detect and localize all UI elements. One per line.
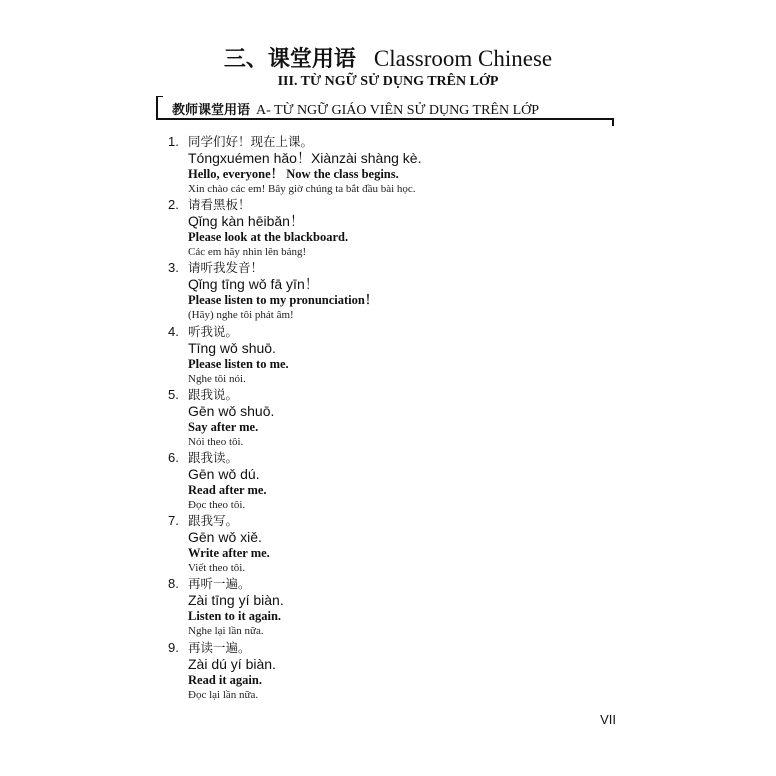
- list-item: [168, 134, 608, 197]
- item-pinyin: Qǐng tīng wǒ fā yīn！: [188, 276, 319, 293]
- list-item: [168, 576, 608, 639]
- item-number: 6.: [168, 449, 179, 465]
- list-item: [168, 260, 608, 323]
- section-label: [172, 99, 539, 119]
- list-item: [168, 640, 608, 703]
- phrase-list: [168, 134, 608, 703]
- section-right-tick: [612, 118, 614, 126]
- item-english: Please look at the blackboard.: [188, 230, 349, 245]
- page-subtitle: III. TỪ NGỮ SỬ DỤNG TRÊN LỚP: [277, 74, 499, 89]
- item-pinyin: Gēn wǒ dú.: [188, 465, 260, 482]
- item-number: 1.: [168, 134, 179, 149]
- item-english: Say after me.: [188, 419, 259, 434]
- list-item: [168, 450, 608, 513]
- list-item: [168, 513, 608, 576]
- section-label-chinese: 教师课堂用语: [172, 103, 251, 118]
- item-chinese: 跟我读。: [188, 449, 239, 465]
- item-number: 8.: [168, 576, 179, 592]
- item-vietnamese: Đọc theo tôi.: [188, 498, 246, 511]
- item-english: Write after me.: [188, 546, 270, 561]
- title-chinese: 三、课堂用语: [223, 47, 356, 72]
- item-vietnamese: Xin chào các em! Bây giờ chúng ta bắt đầu bài học.: [188, 183, 416, 195]
- item-pinyin: Zài dú yí biàn.: [188, 655, 276, 672]
- item-pinyin: Tīng wǒ shuō.: [188, 339, 276, 356]
- item-english: Read it again.: [188, 672, 262, 687]
- item-pinyin: Qǐng kàn hēibǎn！: [188, 213, 304, 230]
- list-item: [168, 387, 608, 450]
- item-english: Listen to it again.: [188, 609, 282, 624]
- item-number: 4.: [168, 323, 179, 339]
- item-chinese: 同学们好！现在上课。: [188, 134, 314, 149]
- list-item: [168, 324, 608, 387]
- title-english: Classroom Chinese: [373, 46, 553, 71]
- item-pinyin: Gēn wǒ shuō.: [188, 402, 275, 419]
- section-label-vietnamese: A- TỪ NGỮ GIÁO VIÊN SỬ DỤNG TRÊN LỚP: [256, 103, 540, 118]
- item-vietnamese: Nghe tôi nói.: [188, 372, 246, 385]
- item-chinese: 跟我说。: [188, 386, 239, 402]
- item-number: 9.: [168, 639, 179, 655]
- item-number: 3.: [168, 260, 179, 276]
- item-english: Hello, everyone！ Now the class begins.: [188, 167, 399, 181]
- item-number: 7.: [168, 513, 179, 529]
- item-vietnamese: Nghe lại lần nữa.: [188, 625, 264, 638]
- item-chinese: 请看黑板！: [188, 197, 251, 213]
- item-pinyin: Zài tīng yí biàn.: [188, 592, 284, 609]
- page-title: [0, 42, 776, 73]
- item-english: Read after me.: [188, 482, 267, 497]
- item-number: 5.: [168, 386, 179, 402]
- item-pinyin: Tóngxuémen hǎo！Xiànzài shàng kè.: [188, 150, 422, 166]
- item-number: 2.: [168, 197, 179, 213]
- item-chinese: 跟我写。: [188, 513, 239, 529]
- page-number: VII: [600, 712, 616, 727]
- item-chinese: 再读一遍。: [188, 639, 251, 655]
- item-chinese: 请听我发音！: [188, 260, 264, 276]
- item-english: Please listen to my pronunciation！: [188, 293, 378, 308]
- item-english: Please listen to me.: [188, 356, 289, 371]
- section-top-tick: [156, 96, 163, 97]
- item-pinyin: Gēn wǒ xiě.: [188, 529, 262, 546]
- item-vietnamese: Đọc lại lần nữa.: [188, 688, 259, 701]
- item-vietnamese: Các em hãy nhìn lên bảng!: [188, 246, 307, 259]
- item-chinese: 听我说。: [188, 323, 239, 339]
- item-vietnamese: Viết theo tôi.: [188, 562, 246, 575]
- section-left-rule: [156, 96, 158, 118]
- item-vietnamese: (Hãy) nghe tôi phát âm!: [188, 309, 294, 322]
- section-header: [156, 96, 614, 126]
- item-chinese: 再听一遍。: [188, 576, 251, 592]
- list-item: [168, 197, 608, 260]
- item-vietnamese: Nói theo tôi.: [188, 435, 244, 448]
